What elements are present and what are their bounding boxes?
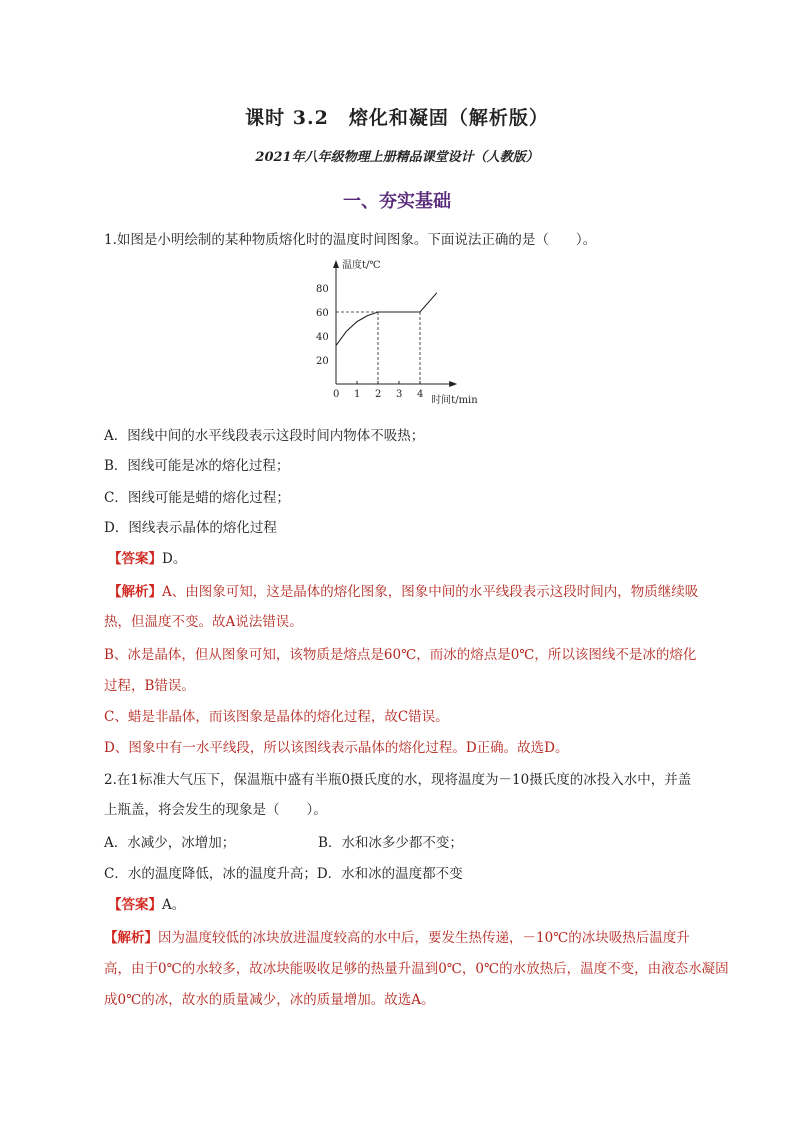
q2-analysis-line-1: [104, 928, 724, 948]
q2-option-b: B．水和冰多少都不变；: [318, 835, 463, 851]
y-tick-label: 40: [316, 332, 329, 343]
q1-analysis-line-5: C、蜡是非晶体，而该图象是晶体的熔化过程，故C错误。: [104, 709, 449, 725]
q1-option-a: A．图线中间的水平线段表示这段时间内物体不吸热；: [104, 428, 425, 444]
answer-value: A。: [162, 897, 186, 913]
q2-stem-line-2: 上瓶盖，将会发生的现象是（ ）。: [104, 802, 327, 818]
x-tick-label: 1: [354, 389, 361, 400]
y-tick-label: 20: [316, 356, 329, 367]
q2-option-a: A．水减少，冰增加；: [104, 835, 236, 851]
analysis-tag: 【解析】: [108, 584, 162, 600]
q2-analysis-line-3: 成0℃的冰，故水的质量减少，冰的质量增加。故选A。: [104, 992, 435, 1008]
y-tick-label: 80: [316, 284, 329, 295]
q2-options-cd: C．水的温度降低，冰的温度升高；D．水和冰的温度都不变: [104, 866, 463, 882]
temperature-curve: [336, 293, 437, 346]
q2-options-ab: [104, 833, 724, 853]
q1-option-b: B．图线可能是冰的熔化过程；: [104, 458, 290, 474]
y-tick-label: 60: [316, 308, 329, 319]
x-axis-arrow: [449, 381, 457, 387]
analysis-tag: 【解析】: [104, 930, 158, 946]
section-heading: 一、夯实基础: [343, 191, 451, 212]
q2-analysis-line-2: 高，由于0℃的水较多，故冰块能吸收足够的热量升温到0℃，0℃的水放热后，温度不变，由液态水凝固: [104, 961, 729, 977]
x-tick-label: 2: [375, 389, 382, 400]
x-tick-label: 3: [396, 389, 403, 400]
analysis-text: A、由图象可知，这是晶体的熔化图象，图象中间的水平线段表示这段时间内，物质继续吸: [162, 584, 699, 600]
y-axis-label: 温度t/℃: [342, 260, 381, 271]
y-axis-arrow: [333, 260, 339, 268]
q1-stem: 1.如图是小明绘制的某种物质熔化时的温度时间图象。下面说法正确的是（ ）。: [104, 232, 597, 248]
page-subtitle: 2021年八年级物理上册精品课堂设计（人教版）: [255, 150, 539, 165]
q1-analysis-line-6: D、图象中有一水平线段，所以该图线表示晶体的熔化过程。D正确。故选D。: [104, 740, 569, 756]
q2-stem-line-1: 2.在1标准大气压下，保温瓶中盛有半瓶0摄氏度的水，现将温度为－10摄氏度的冰投入水中，并盖: [104, 772, 692, 788]
q1-analysis-line-3: B、冰是晶体，但从图象可知，该物质是熔点是60℃，而冰的熔点是0℃，所以该图线不是冰的熔化: [104, 647, 697, 663]
answer-tag: 【答案】: [108, 897, 162, 913]
page-title: 课时 3.2 熔化和凝固（解析版）: [245, 107, 549, 129]
q1-analysis-line-1: [108, 582, 728, 602]
answer-tag: 【答案】: [108, 551, 162, 567]
x-tick-label: 4: [417, 389, 424, 400]
x-axis-label: 时间t/min: [431, 395, 478, 406]
q1-analysis-line-4: 过程，B错误。: [104, 678, 195, 694]
q2-answer: [108, 895, 728, 915]
analysis-text: 因为温度较低的冰块放进温度较高的水中后，要发生热传递，－10℃的冰块吸热后温度升: [158, 930, 690, 946]
temperature-time-chart: [310, 258, 510, 410]
answer-value: D。: [162, 551, 187, 567]
q1-option-c: C．图线可能是蜡的熔化过程；: [104, 490, 290, 506]
x-tick-label: 0: [333, 389, 340, 400]
q1-option-d: D．图线表示晶体的熔化过程: [104, 520, 277, 536]
q1-analysis-line-2: 热，但温度不变。故A说法错误。: [104, 614, 303, 630]
q1-answer: [108, 549, 728, 569]
